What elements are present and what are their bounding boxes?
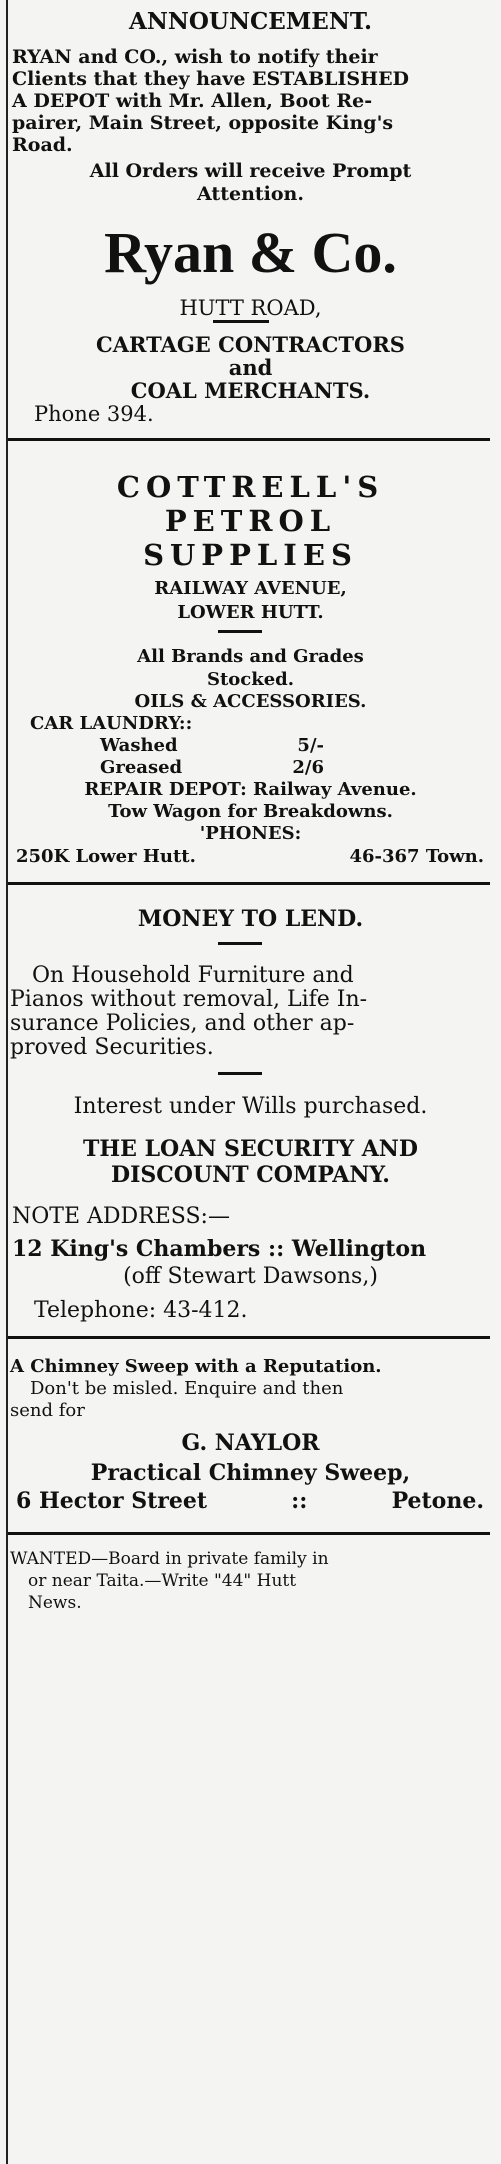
announcement-line: Road. [12, 134, 73, 156]
sweep-address-row [16, 1488, 484, 1514]
price-value: 5/- [297, 735, 324, 756]
money-body-line: On Household Furniture and [32, 963, 354, 988]
cottrell-address-2: LOWER HUTT. [177, 602, 324, 623]
section-divider [8, 1532, 490, 1535]
sweep-address-town: Petone. [391, 1488, 484, 1514]
cottrell-address-1: RAILWAY AVENUE, [154, 578, 347, 599]
loan-address-1: 12 King's Chambers :: Wellington [12, 1236, 427, 1262]
ryan-address: HUTT ROAD, [179, 296, 322, 320]
announcement-body [12, 46, 490, 156]
loan-company-1: THE LOAN SECURITY AND [83, 1136, 418, 1162]
cottrell-name-2: PETROL [164, 504, 337, 538]
announcement-line: pairer, Main Street, opposite King's [12, 112, 394, 134]
sweep-address-separator: :: [291, 1488, 308, 1514]
announcement-line: RYAN and CO., wish to notify their [12, 46, 378, 68]
money-heading: MONEY TO LEND. [137, 906, 364, 932]
money-body [10, 964, 490, 1060]
stock-line-1: All Brands and Grades [137, 646, 364, 667]
wanted-line: WANTED—Board in private family in [10, 1549, 329, 1569]
phone-town: 46-367 Town. [349, 846, 484, 867]
sweep-line-2: Don't be misled. Enquire and then [30, 1378, 344, 1399]
loan-address-2: (off Stewart Dawsons,) [123, 1264, 378, 1289]
wanted-ad [10, 1548, 490, 1614]
sweep-title: Practical Chimney Sweep, [90, 1460, 411, 1486]
announcement-line: Clients that they have ESTABLISHED [12, 68, 410, 90]
sweep-name: G. NAYLOR [181, 1430, 320, 1456]
short-divider [218, 630, 262, 633]
phones-row [16, 846, 484, 867]
price-row [100, 757, 324, 778]
sweep-address-street: 6 Hector Street [16, 1488, 208, 1514]
sweep-line-1: A Chimney Sweep with a Reputation. [10, 1356, 382, 1377]
loan-company-2: DISCOUNT COMPANY. [111, 1162, 390, 1188]
wanted-line: or near Taita.—Write "44" Hutt [28, 1571, 297, 1591]
section-divider [8, 1336, 490, 1339]
cottrell-name-1: COTTRELL'S [116, 470, 385, 504]
oils-accessories: OILS & ACCESSORIES. [134, 691, 367, 712]
wills-line: Interest under Wills purchased. [73, 1094, 428, 1119]
short-divider [218, 1072, 262, 1075]
ryan-phone: Phone 394. [34, 402, 154, 426]
column-left-border [6, 0, 8, 2164]
sweep-line-3: send for [10, 1400, 85, 1421]
repair-depot: REPAIR DEPOT: Railway Avenue. [84, 779, 417, 800]
orders-line-1: All Orders will receive Prompt [89, 160, 412, 182]
orders-line-2: Attention. [197, 183, 304, 205]
business-line-3: COAL MERCHANTS. [130, 378, 371, 403]
phones-heading: 'PHONES: [199, 823, 302, 844]
short-divider [218, 942, 262, 945]
stock-line-2: Stocked. [206, 669, 295, 690]
price-service: Washed [100, 735, 178, 756]
tow-wagon: Tow Wagon for Breakdowns. [108, 801, 393, 822]
price-value: 2/6 [292, 757, 324, 778]
phone-lower-hutt: 250K Lower Hutt. [16, 846, 196, 867]
wanted-line: News. [28, 1593, 82, 1613]
price-service: Greased [100, 757, 183, 778]
loan-telephone: Telephone: 43-412. [34, 1298, 248, 1323]
note-address: NOTE ADDRESS:— [12, 1204, 230, 1229]
section-divider [8, 882, 490, 885]
car-laundry: CAR LAUNDRY:: [30, 713, 193, 734]
money-body-line: Pianos without removal, Life In- [10, 987, 368, 1012]
price-row [100, 735, 324, 756]
ryan-company-name: Ryan & Co. [104, 220, 397, 285]
cottrell-name-3: SUPPLIES [143, 538, 358, 572]
money-body-line: surance Policies, and other ap- [10, 1011, 355, 1036]
business-line-2: and [228, 355, 273, 380]
short-divider [213, 320, 269, 323]
money-body-line: proved Securities. [10, 1035, 214, 1060]
announcement-line: A DEPOT with Mr. Allen, Boot Re- [12, 90, 373, 112]
section-divider [8, 438, 490, 441]
announcement-heading: ANNOUNCEMENT. [128, 8, 373, 35]
business-line-1: CARTAGE CONTRACTORS [96, 332, 405, 357]
